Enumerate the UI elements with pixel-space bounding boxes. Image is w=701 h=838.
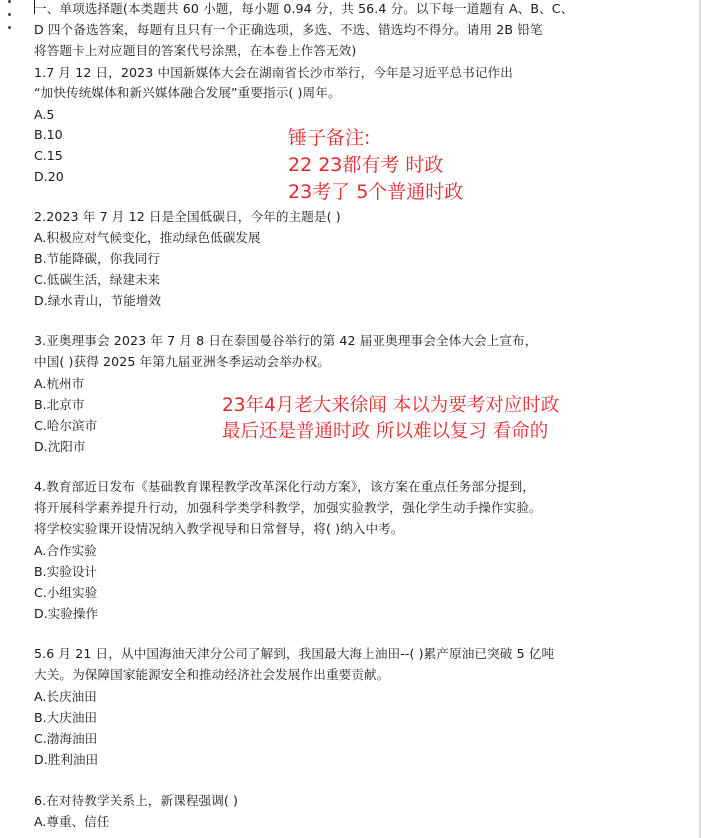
question-5-stem-line-1: 5.6 月 21 日，从中国海油天津分公司了解到，我国最大海上油田--( )累产原油已突破 5 亿吨 bbox=[34, 646, 555, 661]
section-header-line-3: 将答题卡上对应题目的答案代号涂黑，在本卷上作答无效) bbox=[34, 43, 357, 58]
question-3-option-c: C.哈尔滨市 bbox=[34, 418, 98, 433]
question-5-option-b: B.大庆油田 bbox=[34, 710, 98, 725]
left-margin-dots bbox=[8, 0, 14, 39]
question-4-option-a: A.合作实验 bbox=[34, 543, 97, 558]
question-3-stem-line-2: 中国( )获得 2025 年第九届亚洲冬季运动会举办权。 bbox=[34, 354, 330, 369]
section-header-line-2: D 四个备选答案，每题有且只有一个正确选项，多选、不选、错选均不得分。请用 2B 铅笔 bbox=[34, 22, 543, 37]
question-4-option-c: C.小组实验 bbox=[34, 585, 98, 600]
question-4-stem-line-2: 将开展科学素养提升行动，加强科学类学科教学，加强实验教学，强化学生动手操作实验。 bbox=[34, 500, 542, 515]
annotation-note-2-line-2: 最后还是普通时政 所以难以复习 看命的 bbox=[222, 421, 549, 442]
question-1-option-c: C.15 bbox=[34, 148, 63, 163]
question-2-option-c: C.低碳生活，绿建未来 bbox=[34, 272, 161, 287]
question-5-option-a: A.长庆油田 bbox=[34, 689, 97, 704]
question-1-stem-line-2: “加快传统媒体和新兴媒体融合发展”重要指示( )周年。 bbox=[34, 85, 341, 100]
question-5-option-d: D.胜利油田 bbox=[34, 752, 99, 767]
annotation-note-2 bbox=[222, 393, 559, 445]
annotation-note-1-line-1: 锤子备注: bbox=[288, 127, 371, 149]
annotation-note-2-line-1: 23年4月老大来徐闻 本以为要考对应时政 bbox=[222, 395, 560, 416]
question-1-option-d: D.20 bbox=[34, 169, 64, 184]
question-2-option-b: B.节能降碳，你我同行 bbox=[34, 251, 160, 266]
question-3-stem-line-1: 3.亚奥理事会 2023 年 7 月 8 日在泰国曼谷举行的第 42 届亚奥理事会全体大会上宣布， bbox=[34, 333, 538, 348]
question-2-option-a: A.积极应对气候变化，推动绿色低碳发展 bbox=[34, 230, 261, 245]
section-header-line-1: 一、单项选择题(本类题共 60 小题，每小题 0.94 分，共 56.4 分。以下每一道题有 A、B、C、 bbox=[34, 1, 574, 16]
question-1-option-b: B.10 bbox=[34, 127, 63, 142]
question-3-option-b: B.北京市 bbox=[34, 397, 85, 412]
question-1-option-a: A.5 bbox=[34, 107, 55, 122]
annotation-note-1 bbox=[288, 125, 463, 206]
question-5-stem-line-2: 大关。为保障国家能源安全和推动经济社会发展作出重要贡献。 bbox=[34, 667, 390, 682]
question-4-stem-line-3: 将学校实验课开设情况纳入教学视导和日常督导，将( )纳入中考。 bbox=[34, 521, 404, 536]
question-1-stem-line-1: 1.7 月 12 日，2023 中国新媒体大会在湖南省长沙市举行，今年是习近平总书记作出 bbox=[34, 65, 513, 80]
question-6-option-a: A.尊重、信任 bbox=[34, 814, 110, 829]
question-4-stem-line-1: 4.教育部近日发布《基础教育课程教学改革深化行动方案》，该方案在重点任务部分提到， bbox=[34, 479, 535, 494]
question-4-option-b: B.实验设计 bbox=[34, 564, 98, 579]
question-5-option-c: C.渤海油田 bbox=[34, 731, 98, 746]
question-3-option-d: D.沈阳市 bbox=[34, 439, 86, 454]
annotation-note-1-line-2: 22 23都有考 时政 bbox=[288, 154, 444, 176]
question-2-stem-line-1: 2.2023 年 7 月 12 日是全国低碳日，今年的主题是( ) bbox=[34, 209, 341, 224]
question-4-option-d: D.实验操作 bbox=[34, 606, 99, 621]
question-6-stem-line-1: 6.在对待教学关系上，新课程强调( ) bbox=[34, 793, 239, 808]
annotation-note-1-line-3: 23考了 5个普通时政 bbox=[288, 181, 464, 203]
question-3-option-a: A.杭州市 bbox=[34, 376, 85, 391]
question-2-option-d: D.绿水青山，节能增效 bbox=[34, 293, 162, 308]
